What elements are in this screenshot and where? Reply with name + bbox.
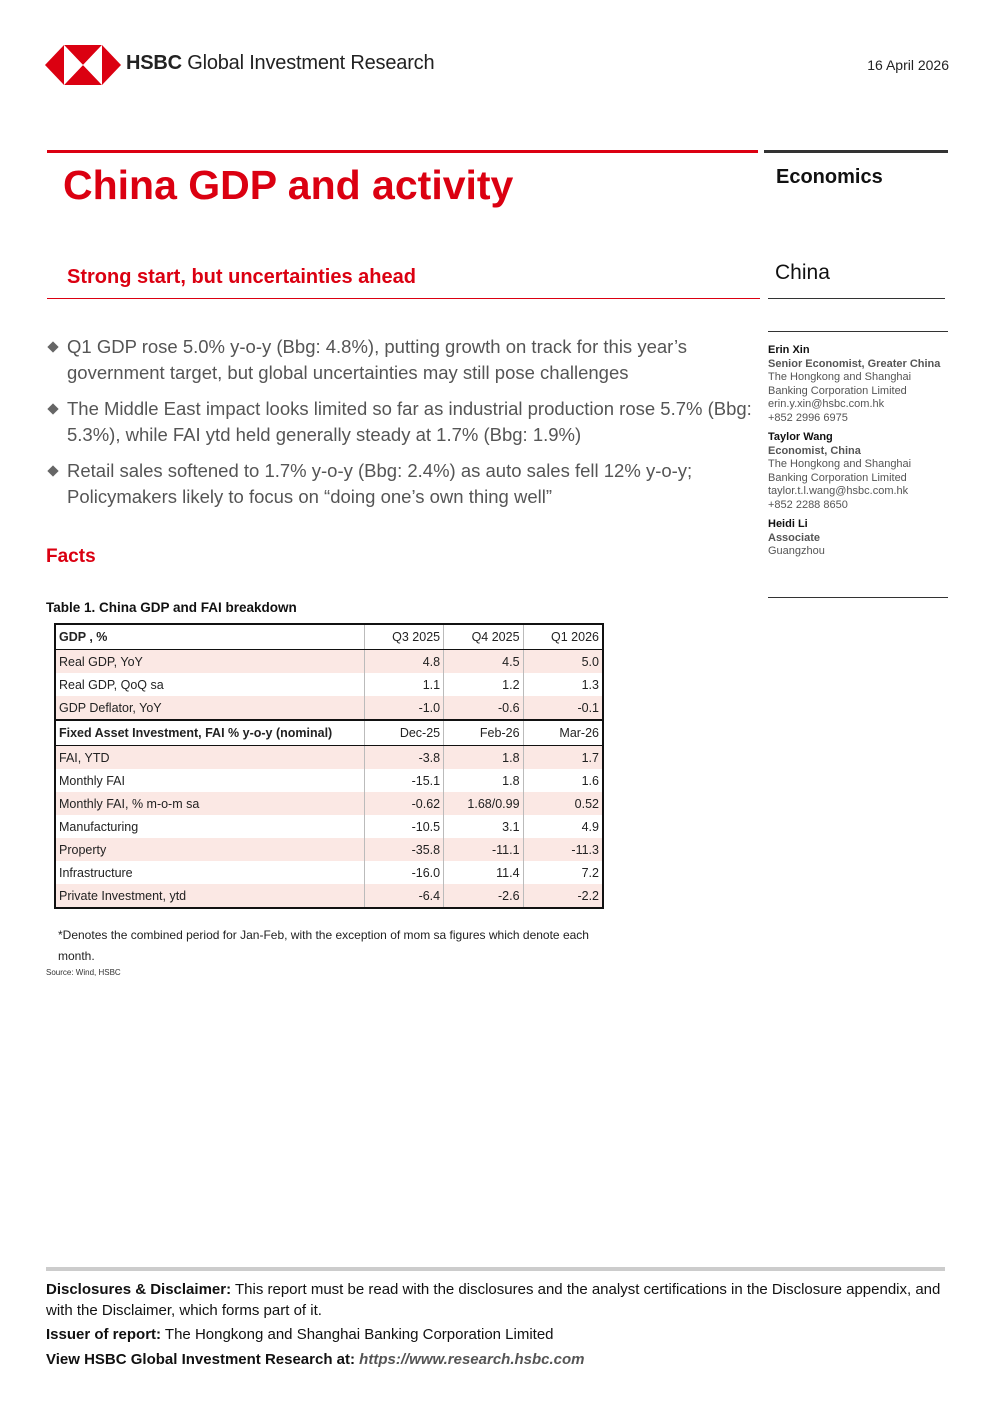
cell-value: -2.2 — [523, 884, 603, 908]
key-point: Q1 GDP rose 5.0% y-o-y (Bbg: 4.8%), putting growth on track for this year’s government target, but global uncertainties may still pose challenges — [47, 334, 759, 386]
cell-value: 1.68/0.99 — [444, 792, 523, 815]
footer — [46, 1280, 945, 1374]
table-row — [55, 861, 603, 884]
table-caption: Table 1. China GDP and FAI breakdown — [46, 600, 297, 615]
table-source: Source: Wind, HSBC — [46, 968, 121, 977]
analyst-company: The Hongkong and Shanghai Banking Corporation Limited — [768, 371, 912, 397]
report-title: China GDP and activity — [63, 162, 514, 208]
cell-value: 4.8 — [364, 650, 443, 674]
diamond-bullet-icon — [47, 465, 58, 476]
cell-value: 4.5 — [444, 650, 523, 674]
analyst-card — [768, 431, 948, 512]
cell-value: 1.7 — [523, 746, 603, 770]
cell-value: 1.1 — [364, 673, 443, 696]
key-points — [47, 334, 759, 520]
cell-value: 1.6 — [523, 769, 603, 792]
footer-rule — [46, 1267, 945, 1271]
analyst-company: The Hongkong and Shanghai Banking Corporation Limited — [768, 458, 912, 484]
row-label: Monthly FAI, % m-o-m sa — [55, 792, 364, 815]
row-label: Real GDP, YoY — [55, 650, 364, 674]
research-link-line: View HSBC Global Investment Research at: https://www.research.hsbc.com — [46, 1350, 585, 1368]
row-label: FAI, YTD — [55, 746, 364, 770]
table-header-label: GDP , % — [55, 624, 364, 650]
table-footnote: *Denotes the combined period for Jan-Feb, with the exception of mom sa figures which denote each month. — [58, 928, 589, 963]
key-point: Retail sales softened to 1.7% y-o-y (Bbg: 2.4%) as auto sales fell 12% y-o-y; Policymakers likely to focus on “doing one’s own thing well” — [47, 458, 759, 510]
cell-value: 7.2 — [523, 861, 603, 884]
key-point: The Middle East impact looks limited so far as industrial production rose 5.7% (Bbg: 5.3%), while FAI ytd held generally steady at 1.7% (Bbg: 1.9%) — [47, 396, 759, 448]
row-label: Monthly FAI — [59, 773, 125, 788]
row-label: Real GDP, QoQ sa — [59, 677, 164, 692]
cell-value: -3.8 — [364, 746, 443, 770]
hsbc-hexagon-logo-icon — [45, 45, 121, 85]
cell-value: -0.6 — [444, 696, 523, 720]
subtitle-rule — [47, 298, 760, 299]
table-row — [55, 792, 603, 815]
analyst-name: Taylor Wang — [768, 431, 833, 443]
diamond-bullet-icon — [47, 341, 58, 352]
research-link[interactable]: https://www.research.hsbc.com — [359, 1350, 585, 1368]
table-row — [55, 650, 603, 674]
column-header: Q1 2026 — [523, 624, 603, 650]
cell-value: 4.9 — [523, 815, 603, 838]
analyst-card — [768, 518, 948, 559]
cell-value: -1.0 — [364, 696, 443, 720]
issuer-line: Issuer of report: The Hongkong and Shanghai Banking Corporation Limited — [46, 1326, 554, 1343]
cell-value: -0.1 — [523, 696, 603, 720]
section-top-rule — [764, 150, 948, 153]
report-date: 16 April 2026 — [867, 57, 949, 73]
row-label: Manufacturing — [59, 819, 139, 834]
report-subtitle: Strong start, but uncertainties ahead — [67, 266, 416, 288]
cell-value: -10.5 — [364, 815, 443, 838]
diamond-bullet-icon — [47, 403, 58, 414]
analyst-phone: +852 2996 6975 — [768, 411, 848, 424]
table-row — [55, 673, 603, 696]
row-label: Private Investment, ytd — [55, 884, 364, 908]
column-header: Q4 2025 — [444, 624, 523, 650]
analyst-role: Economist, China — [768, 444, 861, 457]
analyst-email[interactable]: erin.y.xin@hsbc.com.hk — [768, 398, 885, 410]
cell-value: 11.4 — [444, 861, 523, 884]
row-label: Property — [55, 838, 364, 861]
cell-value: -6.4 — [364, 884, 443, 908]
analyst-name: Erin Xin — [768, 344, 810, 356]
analyst-card — [768, 344, 948, 425]
cell-value: 1.8 — [444, 746, 523, 770]
title-top-rule — [47, 150, 758, 153]
cell-value: 0.52 — [523, 792, 603, 815]
table-header-row — [55, 720, 603, 746]
region-rule — [768, 298, 945, 299]
table-header-label: Fixed Asset Investment, FAI % y-o-y (nominal) — [55, 720, 364, 746]
column-header: Feb-26 — [444, 720, 523, 746]
cell-value: 5.0 — [523, 650, 603, 674]
table-row — [55, 815, 603, 838]
cell-value: -35.8 — [364, 838, 443, 861]
analyst-role: Senior Economist, Greater China — [768, 357, 941, 370]
analysts-top-rule — [768, 331, 948, 332]
facts-heading: Facts — [46, 546, 96, 567]
cell-value: 3.1 — [444, 815, 523, 838]
cell-value: -15.1 — [364, 769, 443, 792]
cell-value: 1.3 — [523, 673, 603, 696]
analyst-email[interactable]: taylor.t.l.wang@hsbc.com.hk — [768, 485, 909, 497]
region-label: China — [775, 261, 830, 284]
cell-value: -2.6 — [444, 884, 523, 908]
section-label: Economics — [776, 166, 883, 188]
analysts-bottom-rule — [768, 597, 948, 598]
row-label: GDP Deflator, YoY — [55, 696, 364, 720]
table-row — [55, 884, 603, 908]
column-header: Q3 2025 — [364, 624, 443, 650]
row-label: Infrastructure — [59, 865, 133, 880]
disclosure-line: Disclosures & Disclaimer: This report must be read with the disclosures and the analyst certifications in the Disclosure appendix, and with the Disclaimer, which forms part of it. — [46, 1281, 941, 1319]
table-row — [55, 696, 603, 720]
cell-value: -11.1 — [444, 838, 523, 861]
cell-value: 1.8 — [444, 769, 523, 792]
column-header: Dec-25 — [364, 720, 443, 746]
cell-value: -0.62 — [364, 792, 443, 815]
cell-value: -11.3 — [523, 838, 603, 861]
table-row — [55, 746, 603, 770]
analyst-phone: +852 2288 8650 — [768, 498, 848, 511]
table-header-row — [55, 624, 603, 650]
analyst-list — [768, 344, 948, 565]
analyst-role: Associate — [768, 531, 820, 544]
table-row — [55, 838, 603, 861]
brand-name: HSBC Global Investment Research — [126, 52, 435, 74]
table-row — [55, 769, 603, 792]
cell-value: 1.2 — [444, 673, 523, 696]
analyst-name: Heidi Li — [768, 518, 808, 530]
analyst-location: Guangzhou — [768, 545, 825, 557]
gdp-fai-table — [54, 623, 604, 909]
cell-value: -16.0 — [364, 861, 443, 884]
column-header: Mar-26 — [523, 720, 603, 746]
